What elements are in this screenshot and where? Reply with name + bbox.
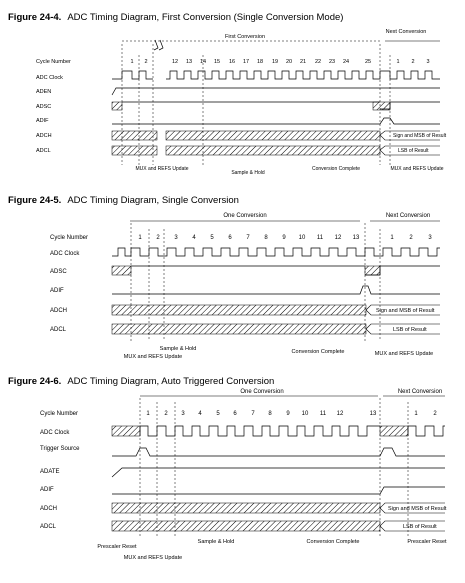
cycle-number: 24 [342,59,350,65]
cycle-number: 10 [301,411,309,417]
cycle-number: 12 [334,235,342,241]
adcl-bus [112,324,366,334]
figure-24-5 [0,193,465,373]
adate-waveform [112,468,445,477]
cycle-number: 3 [181,411,185,417]
clock-hatched [112,426,140,436]
signal-label: ADEN [36,89,52,95]
span-label: Next Conversion [397,389,443,395]
cycle-number: 5 [216,411,220,417]
cycle-number: 4 [192,235,196,241]
cycle-number: 25 [364,59,372,65]
cycle-number: 16 [228,59,236,65]
cycle-number: 23 [328,59,336,65]
span-label: One Conversion [223,213,267,219]
cycle-number: 22 [314,59,322,65]
signal-label: ADCL [36,148,51,154]
cycle-number: 8 [268,411,272,417]
cycle-number: 1 [130,59,134,65]
annotation: Conversion Complete [306,539,360,545]
cycle-number: 1 [396,59,400,65]
signal-label: ADCH [50,308,68,314]
aden-waveform [112,88,440,95]
adif-waveform [112,487,445,494]
bus-label: Sign and MSB of Result [376,308,435,314]
figure-number: Figure 24-5. [8,195,62,206]
annotation: Conversion Complete [311,166,361,172]
timing-diagram [0,372,465,583]
cycle-number: 1 [138,235,142,241]
adif-waveform [112,118,440,124]
break-marker [154,40,158,50]
signal-label: ADSC [36,104,52,110]
cycle-number: 2 [156,235,160,241]
cycle-number: 11 [316,235,324,241]
cycle-number: 13 [369,411,377,417]
cycle-number: 12 [171,59,179,65]
figure-number: Figure 24-6. [8,376,62,387]
cycle-number: 19 [271,59,279,65]
cycle-number: 17 [242,59,250,65]
cycle-number: 7 [251,411,255,417]
annotation: MUX and REFS Update [390,166,444,172]
cycle-number: 21 [299,59,307,65]
adcl-bus [112,146,157,155]
cycle-number: 6 [233,411,237,417]
bus-label: Sign and MSB of Result [393,133,447,139]
cycle-number: 9 [286,411,290,417]
signal-label: ADATE [40,469,60,475]
cycle-number: 2 [409,235,413,241]
adch-bus [112,305,366,315]
cycle-number: 12 [336,411,344,417]
cycle-number: 1 [146,411,150,417]
signal-label: ADSC [50,269,67,275]
signal-label: ADCH [40,506,58,512]
cycle-number: 3 [426,59,430,65]
adch-bus [166,131,380,140]
cycle-number: 10 [298,235,306,241]
signal-label: ADCL [50,327,67,333]
signal-label: ADCH [36,133,52,139]
figure-title: ADC Timing Diagram, First Conversion (Single Conversion Mode) [67,12,344,23]
signal-label: ADC Clock [36,75,63,81]
adc-clock-waveform [112,71,153,79]
cycle-number: 2 [433,411,437,417]
cycle-number: 2 [164,411,168,417]
annotation: MUX and REFS Update [123,555,183,561]
cycle-number: 1 [414,411,418,417]
figure-24-4 [0,0,465,180]
signal-label: ADC Clock [40,430,70,436]
annotation: Conversion Complete [291,349,345,355]
timing-diagram [0,193,465,373]
annotation: Sample & Hold [159,346,197,352]
cycle-number: 14 [199,59,207,65]
cycle-number: 9 [282,235,286,241]
cycle-number: 13 [185,59,193,65]
annotation: Prescaler Reset [97,544,137,550]
span-label: One Conversion [240,389,284,395]
annotation: MUX and REFS Update [123,354,183,360]
bus-label: LSB of Result [403,524,437,530]
signal-label: ADIF [50,288,64,294]
annotation: Sample & Hold [231,170,265,176]
cycle-number: 1 [390,235,394,241]
figure-number: Figure 24-4. [8,12,62,23]
signal-label: Trigger Source [40,446,80,452]
bus-label: LSB of Result [393,327,427,333]
figure-24-6 [0,372,465,583]
signal-label: Cycle Number [36,59,71,65]
span-label: Next Conversion [385,213,431,219]
cycle-number: 2 [411,59,415,65]
cycle-number: 15 [213,59,221,65]
adch-bus [112,503,380,513]
cycle-number: 2 [144,59,148,65]
cycle-number: 11 [319,411,327,417]
cycle-number: 6 [228,235,232,241]
figure-title: ADC Timing Diagram, Auto Triggered Conversion [67,376,275,387]
cycle-number: 3 [428,235,432,241]
cycle-number: 5 [210,235,214,241]
annotation: MUX and REFS Update [374,351,434,357]
cycle-number: 3 [174,235,178,241]
cycle-number: 13 [352,235,360,241]
adsc-hatched [112,102,122,110]
annotation: Prescaler Reset [407,539,447,545]
trigger-source-waveform [112,448,445,456]
signal-label: ADIF [36,118,49,124]
signal-label: ADC Clock [50,251,80,257]
adif-waveform [112,286,440,294]
timing-diagram [0,0,465,180]
cycle-number: 7 [246,235,250,241]
span-label: Next Conversion [385,29,427,35]
bus-label: LSB of Result [398,148,429,154]
adc-clock-waveform [112,248,440,256]
figure-title: ADC Timing Diagram, Single Conversion [67,195,239,206]
signal-label: ADIF [40,487,54,493]
annotation: MUX and REFS Update [135,166,189,172]
cycle-number: 4 [198,411,202,417]
adcl-bus [166,146,380,155]
annotation: Sample & Hold [197,539,235,545]
span-label: First Conversion [224,34,266,40]
cycle-number: 20 [285,59,293,65]
adch-bus [112,131,157,140]
cycle-number: 18 [256,59,264,65]
signal-label: ADCL [40,524,57,530]
adcl-bus [112,521,380,531]
adc-clock-waveform [140,426,380,436]
adc-clock-waveform [166,71,440,79]
signal-label: Cycle Number [50,235,89,241]
bus-label: Sign and MSB of Result [388,506,447,512]
signal-label: Cycle Number [40,411,79,417]
cycle-number: 8 [264,235,268,241]
